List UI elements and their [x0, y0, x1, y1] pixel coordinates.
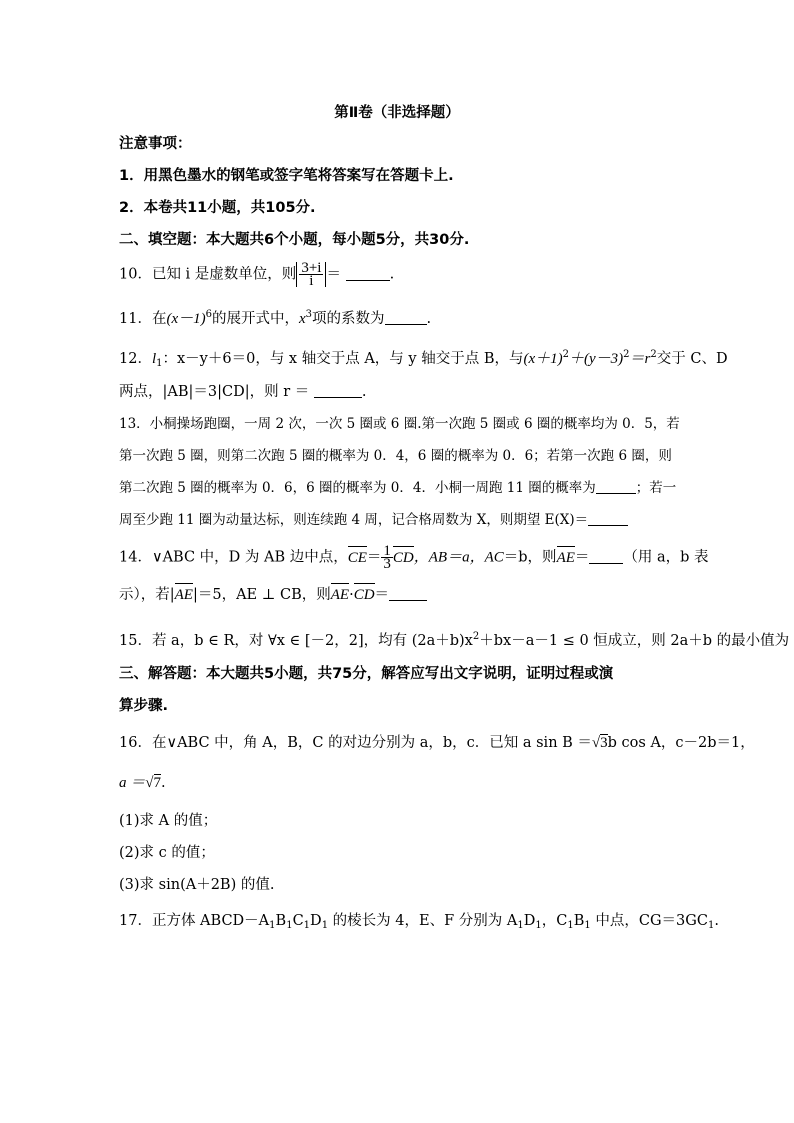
question-16-line-2 [119, 773, 166, 793]
question-14-line-2 [119, 585, 427, 605]
q14-hint: （用 a，b 表 [623, 549, 709, 566]
q16-sqrt-value: 3 [600, 735, 608, 751]
q14-vec-ae-2: AE [174, 587, 193, 603]
question-11 [119, 305, 431, 329]
q14-vec-cd: CD [392, 549, 414, 566]
q12-circle-x: (x＋1) [523, 351, 563, 367]
q13-line-4 [119, 510, 628, 530]
q14-vec-ac: ＝a，AC [447, 549, 504, 566]
q11-exp: 6 [205, 309, 212, 320]
q17-e: 的棱长为 4，E、F 分别为 A [328, 913, 518, 929]
q12-number: 12． [119, 351, 152, 367]
q17-j: . [714, 913, 719, 929]
q12-line1-tail: 交于 C、D [656, 351, 728, 367]
q16-text-tail: b cos A，c－2b＝1， [607, 735, 755, 751]
q10-denominator: i [309, 273, 314, 289]
q12-exp-3: 2 [650, 349, 657, 360]
q12-line-l: l [151, 351, 157, 367]
q16-line2-end: . [161, 775, 166, 791]
part2-heading: 二、填空题：本大题共6个小题，每小题5分，共30分. [119, 232, 470, 248]
q17-d: D [310, 913, 322, 929]
q16-a-eq: a ＝ [119, 775, 146, 791]
q13-answer-blank-2[interactable] [588, 511, 628, 526]
q17-sub-6: 1 [535, 920, 542, 931]
q16-text: 16．在∨ABC 中，角 A，B，C 的对边分别为 a，b，c．已知 a sin B ＝ [119, 735, 592, 751]
q11-term: x [298, 311, 306, 327]
q12-end: . [361, 384, 367, 400]
q17-c: C [292, 913, 304, 929]
q16-part-3: (3)求 sin(A＋2B) 的值. [119, 877, 275, 893]
q17-sub-4: 1 [321, 920, 329, 931]
q11-mid: 的展开式中， [211, 311, 299, 327]
q10-numerator: 3+i [301, 260, 322, 276]
q13-line-1: 13．小桐操场跑圈，一周 2 次，一次 5 圈或 6 圈.第一次跑 5 圈或 6 圈的概率均为 0．5，若 [119, 416, 680, 432]
q12-line2-text: 两点，|AB|＝3|CD|，则 r ＝ [119, 384, 310, 400]
q12-line-eq: ：x－y＋6＝0，与 x 轴交于点 A，与 y 轴交于点 B，与 [162, 351, 524, 367]
q15-tail: ＋bx－a－1 ≤ 0 恒成立，则 2a＋b 的最小值为 [479, 633, 790, 649]
q11-text: 11．在 [119, 311, 167, 327]
q17-sub-1: 1 [269, 920, 276, 931]
q13-line-3-tail: ；若一 [635, 480, 677, 496]
question-15 [119, 627, 789, 651]
question-12-line-1 [119, 345, 728, 374]
q17-sub-9: 1 [707, 920, 715, 931]
q16-sqrt-sign: √ [591, 735, 601, 751]
q14-answer-blank-2[interactable] [389, 586, 427, 601]
q11-answer-blank[interactable] [385, 310, 427, 325]
q17-f: D [523, 913, 536, 929]
question-12-line-2 [119, 382, 366, 402]
q17-h: B [573, 913, 585, 929]
q14-vec-ae: AE [556, 549, 575, 566]
q13-answer-blank-1[interactable] [596, 479, 636, 494]
question-17 [119, 911, 719, 936]
q14-then: ＝b，则 [503, 549, 557, 566]
part3-heading-line-2: 算步骤. [119, 698, 169, 714]
q12-exp-1: 2 [562, 349, 570, 360]
q17-g: ，C [541, 913, 568, 929]
q14-vec-ab: ，AB [413, 549, 448, 566]
q16-sqrt-value-2: 7 [153, 775, 161, 791]
notes-heading: 注意事项： [119, 136, 192, 152]
q10-answer-blank[interactable] [346, 266, 390, 281]
q14-frac-num: 1 [383, 543, 391, 559]
q16-sqrt-sign-2: √ [145, 775, 154, 791]
q10-text: 10．已知 i 是虚数单位，则 [119, 266, 297, 283]
q14-vec-ae-3: AE [330, 587, 350, 603]
q11-term-exp: 3 [305, 309, 313, 320]
q17-sub-3: 1 [303, 920, 311, 931]
q17-sub-7: 1 [567, 920, 574, 931]
note-item-2: 2．本卷共11小题，共105分. [119, 200, 316, 216]
q11-end: . [426, 311, 432, 327]
q14-vec-cd-2: CD [353, 587, 375, 603]
q12-circle-r: ＝r [629, 351, 651, 367]
section-title: 第Ⅱ卷（非选择题） [334, 105, 460, 121]
q14-answer-blank-1[interactable] [589, 549, 623, 564]
q15-text: 15．若 a，b ∈ R，对 ∀x ∈ [－2，2]，均有 (2a＋b)x [119, 633, 473, 649]
q10-end: . [389, 266, 395, 283]
part3-heading-line-1: 三、解答题：本大题共5小题，共75分，解答应写出文字说明，证明过程或演 [119, 666, 614, 682]
q14-intro: 14．∨ABC 中，D 为 AB 边中点， [119, 549, 348, 566]
q17-sub-2: 1 [286, 920, 293, 931]
q13-line-3 [119, 478, 676, 498]
q14-dot: · [349, 587, 354, 603]
q15-exp: 2 [472, 631, 480, 642]
q13-line-2: 第一次跑 5 圈，则第二次跑 5 圈的概率为 0．4，6 圈的概率为 0．6；若第一次跑 6 圈，则 [119, 448, 672, 464]
q17-sub-5: 1 [517, 920, 524, 931]
question-16-line-1 [119, 733, 755, 753]
q14-line2-c: |＝5，AE ⊥ CB，则 [192, 587, 331, 603]
q10-abs-fraction [296, 262, 326, 287]
q14-eq-2: ＝ [574, 549, 590, 566]
q14-eq-3: ＝ [374, 587, 390, 603]
question-10 [119, 262, 394, 287]
q17-b: B [275, 913, 287, 929]
q11-tail: 项的系数为 [312, 311, 385, 327]
q17-a: 17．正方体 ABCD－A [119, 913, 270, 929]
q16-part-2: (2)求 c 的值； [119, 845, 215, 861]
q12-circle-y: ＋(y－3) [569, 351, 624, 367]
question-14-line-1 [119, 545, 709, 570]
q12-line-sub: 1 [156, 358, 163, 369]
q14-eq-1: ＝ [366, 549, 382, 566]
q11-expr: (x－1) [166, 311, 206, 327]
q14-frac-den: 3 [383, 556, 391, 572]
q16-part-1: (1)求 A 的值； [119, 813, 218, 829]
q12-answer-blank[interactable] [314, 383, 362, 398]
q10-equals: ＝ [326, 266, 341, 283]
q13-line-3-text: 第二次跑 5 圈的概率为 0．6，6 圈的概率为 0．4．小桐一周跑 11 圈的概率为 [119, 480, 596, 496]
note-item-1: 1．用黑色墨水的钢笔或签字笔将答案写在答题卡上. [119, 168, 454, 184]
q14-vec-ce: CE [347, 549, 367, 566]
q13-line-4-text: 周至少跑 11 圈为动量达标，则连续跑 4 周，记合格周数为 X，则期望 E(X)＝ [119, 512, 589, 528]
q17-i: 中点，CG＝3GC [590, 913, 708, 929]
q17-sub-8: 1 [584, 920, 591, 931]
q14-line2-a: 示），若| [119, 587, 175, 603]
q12-exp-2: 2 [623, 349, 630, 360]
